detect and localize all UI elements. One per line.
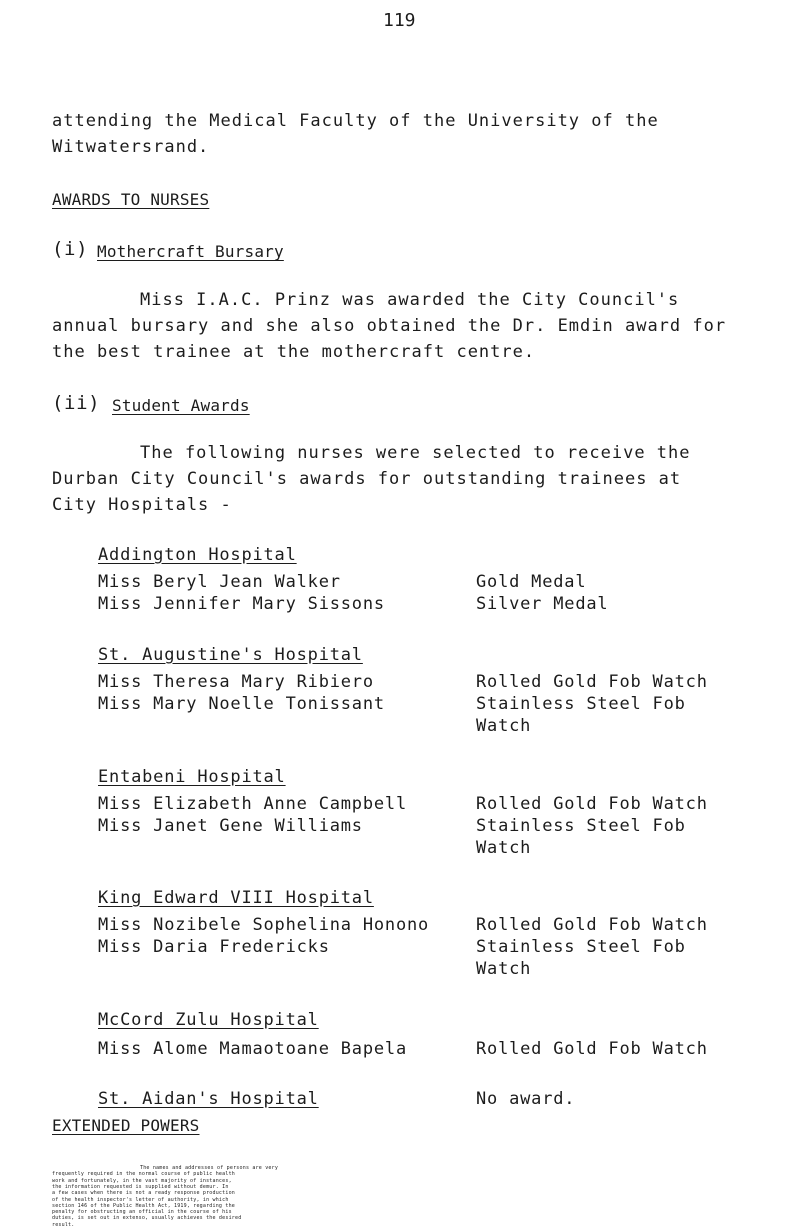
extended-line-7: section 146 of the Public Health Act, 1919, regarding the — [52, 1202, 235, 1209]
award-text: Silver Medal — [476, 594, 609, 614]
extended-line-2: frequently required in the normal course of public health — [52, 1171, 235, 1178]
mothercraft-number: (i) — [52, 238, 89, 260]
award-text: Stainless Steel Fob — [476, 937, 686, 957]
student-number: (ii) — [52, 392, 101, 414]
hospital-name: Addington Hospital — [98, 545, 297, 565]
award-text: Rolled Gold Fob Watch — [476, 672, 708, 692]
nurse-name: Miss Beryl Jean Walker — [98, 572, 341, 592]
award-text: Gold Medal — [476, 572, 587, 592]
hospital-name: St. Augustine's Hospital — [98, 645, 363, 665]
award-text: Watch — [476, 959, 532, 979]
student-line-2: Durban City Council's awards for outstanding trainees at — [52, 469, 682, 489]
nurse-name: Miss Daria Fredericks — [98, 937, 330, 957]
hospital-name: St. Aidan's Hospital — [98, 1089, 319, 1109]
extended-line-1: The names and addresses of persons are very — [140, 1165, 279, 1171]
extended-line-8: penalty for obstructing an official in the course of his — [52, 1209, 232, 1216]
awards-heading: AWARDS TO NURSES — [52, 190, 210, 209]
nurse-name: Miss Jennifer Mary Sissons — [98, 594, 385, 614]
extended-heading: EXTENDED POWERS — [52, 1116, 200, 1135]
nurse-name: Miss Mary Noelle Tonissant — [98, 694, 385, 714]
nurse-name: Miss Elizabeth Anne Campbell — [98, 794, 407, 814]
extended-line-5: a few cases when there is not a ready response production — [52, 1190, 235, 1197]
mothercraft-line-1: Miss I.A.C. Prinz was awarded the City Council's — [140, 290, 680, 310]
intro-line-1: attending the Medical Faculty of the University of the — [52, 111, 659, 131]
award-text: Rolled Gold Fob Watch — [476, 794, 708, 814]
nurse-name: Miss Nozibele Sophelina Honono — [98, 915, 430, 935]
award-text: Stainless Steel Fob — [476, 816, 686, 836]
extended-line-9: duties, is set out in extenso, usually achieves the desired — [52, 1215, 242, 1222]
mothercraft-title: Mothercraft Bursary — [97, 242, 284, 261]
extended-line-4: the information requested is supplied without demur. In — [52, 1183, 229, 1190]
extended-line-3: work and fortunately, in the vast majority of instances, — [52, 1177, 232, 1184]
extended-line-6: of the health inspector's letter of authority, in which — [52, 1196, 229, 1203]
hospital-name: King Edward VIII Hospital — [98, 888, 374, 908]
extended-line-10: result. — [52, 1221, 75, 1228]
student-line-1: The following nurses were selected to receive the — [140, 443, 691, 463]
nurse-name: Miss Alome Mamaotoane Bapela — [98, 1039, 407, 1059]
award-text: Rolled Gold Fob Watch — [476, 1039, 708, 1059]
award-text: Watch — [476, 716, 532, 736]
mothercraft-line-2: annual bursary and she also obtained the Dr. Emdin award for — [52, 316, 727, 336]
award-text: Stainless Steel Fob — [476, 694, 686, 714]
student-line-3: City Hospitals - — [52, 495, 232, 515]
nurse-name: Miss Theresa Mary Ribiero — [98, 672, 374, 692]
award-text: Rolled Gold Fob Watch — [476, 915, 708, 935]
nurse-name: Miss Janet Gene Williams — [98, 816, 363, 836]
award-note: No award. — [476, 1089, 576, 1109]
hospital-name: Entabeni Hospital — [98, 767, 286, 787]
hospital-name: McCord Zulu Hospital — [98, 1010, 319, 1030]
page-number: 119 — [383, 10, 416, 31]
mothercraft-line-3: the best trainee at the mothercraft centre. — [52, 342, 536, 362]
award-text: Watch — [476, 838, 532, 858]
student-title: Student Awards — [112, 396, 250, 415]
intro-line-2: Witwatersrand. — [52, 137, 210, 157]
